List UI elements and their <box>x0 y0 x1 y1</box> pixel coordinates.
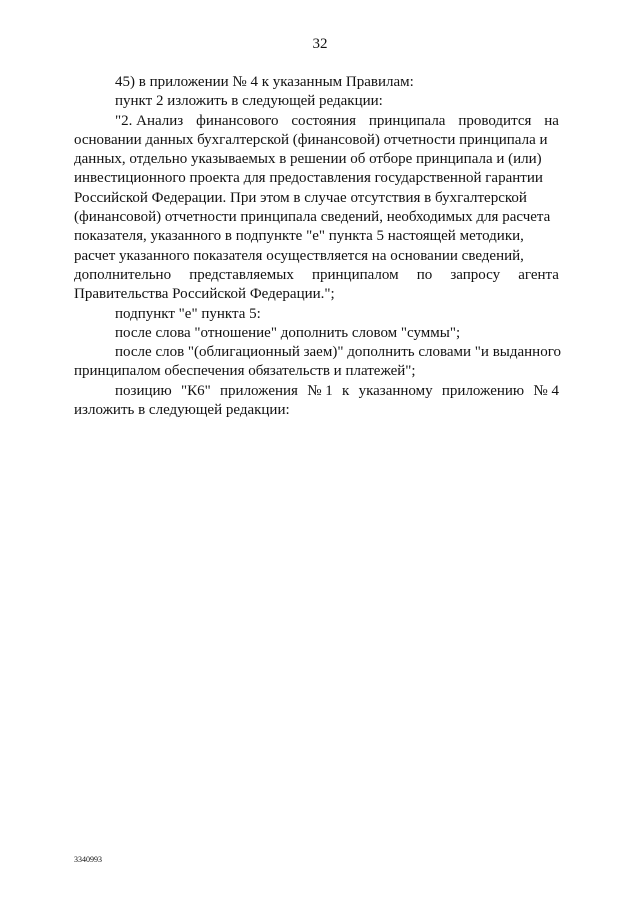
text-line <box>74 112 559 131</box>
text-word: проводится <box>458 112 532 129</box>
text-word: № 1 <box>307 382 333 399</box>
text-line: подпункт "е" пункта 5: <box>115 305 261 322</box>
text-word: № 4 <box>533 382 559 399</box>
text-word: представляемых <box>189 266 294 283</box>
text-line: после слов "(облигационный заем)" дополнить словами "и выданного <box>115 344 561 361</box>
document-id: 3340993 <box>74 855 102 864</box>
text-word: принципалом <box>311 266 399 283</box>
text-word: финансового <box>196 112 279 129</box>
text-word: позицию <box>115 382 172 399</box>
text-word: по <box>416 266 433 283</box>
text-line: данных, отдельно указываемых в решении об отборе принципала и (или) <box>74 151 542 168</box>
text-line: Правительства Российской Федерации."; <box>74 286 335 303</box>
text-line: расчет указанного показателя осуществляется на основании сведений, <box>74 247 524 264</box>
page-number: 32 <box>312 36 328 52</box>
text-word: агента <box>518 266 559 283</box>
text-line: (финансовой) отчетности принципала сведений, необходимых для расчета <box>74 209 551 226</box>
text-word: "К6" <box>181 382 211 399</box>
document-body <box>74 73 559 420</box>
text-line: основании данных бухгалтерской (финансовой) отчетности принципала и <box>74 131 548 148</box>
text-word: указанному <box>358 382 433 399</box>
text-line <box>74 382 559 401</box>
text-word: принципала <box>368 112 446 129</box>
text-word: на <box>544 112 559 129</box>
text-line: Российской Федерации. При этом в случае отсутствия в бухгалтерской <box>74 189 527 206</box>
text-line: инвестиционного проекта для предоставления государственной гарантии <box>74 170 543 187</box>
text-line: пункт 2 изложить в следующей редакции: <box>115 93 383 110</box>
text-line: показателя, указанного в подпункте "е" пункта 5 настоящей методики, <box>74 228 524 245</box>
text-line: после слова "отношение" дополнить словом "суммы"; <box>115 324 461 341</box>
text-word: "2. Анализ <box>115 112 184 129</box>
text-word: состояния <box>291 112 356 129</box>
text-word: приложения <box>220 382 298 399</box>
text-word: приложению <box>441 382 525 399</box>
text-line: принципалом обеспечения обязательств и платежей"; <box>74 363 416 380</box>
text-line: изложить в следующей редакции: <box>74 402 290 419</box>
text-line <box>74 266 559 285</box>
text-word: дополнительно <box>74 266 172 283</box>
text-word: запросу <box>450 266 501 283</box>
text-word: к <box>342 382 350 399</box>
text-line: 45) в приложении № 4 к указанным Правилам: <box>115 74 414 90</box>
